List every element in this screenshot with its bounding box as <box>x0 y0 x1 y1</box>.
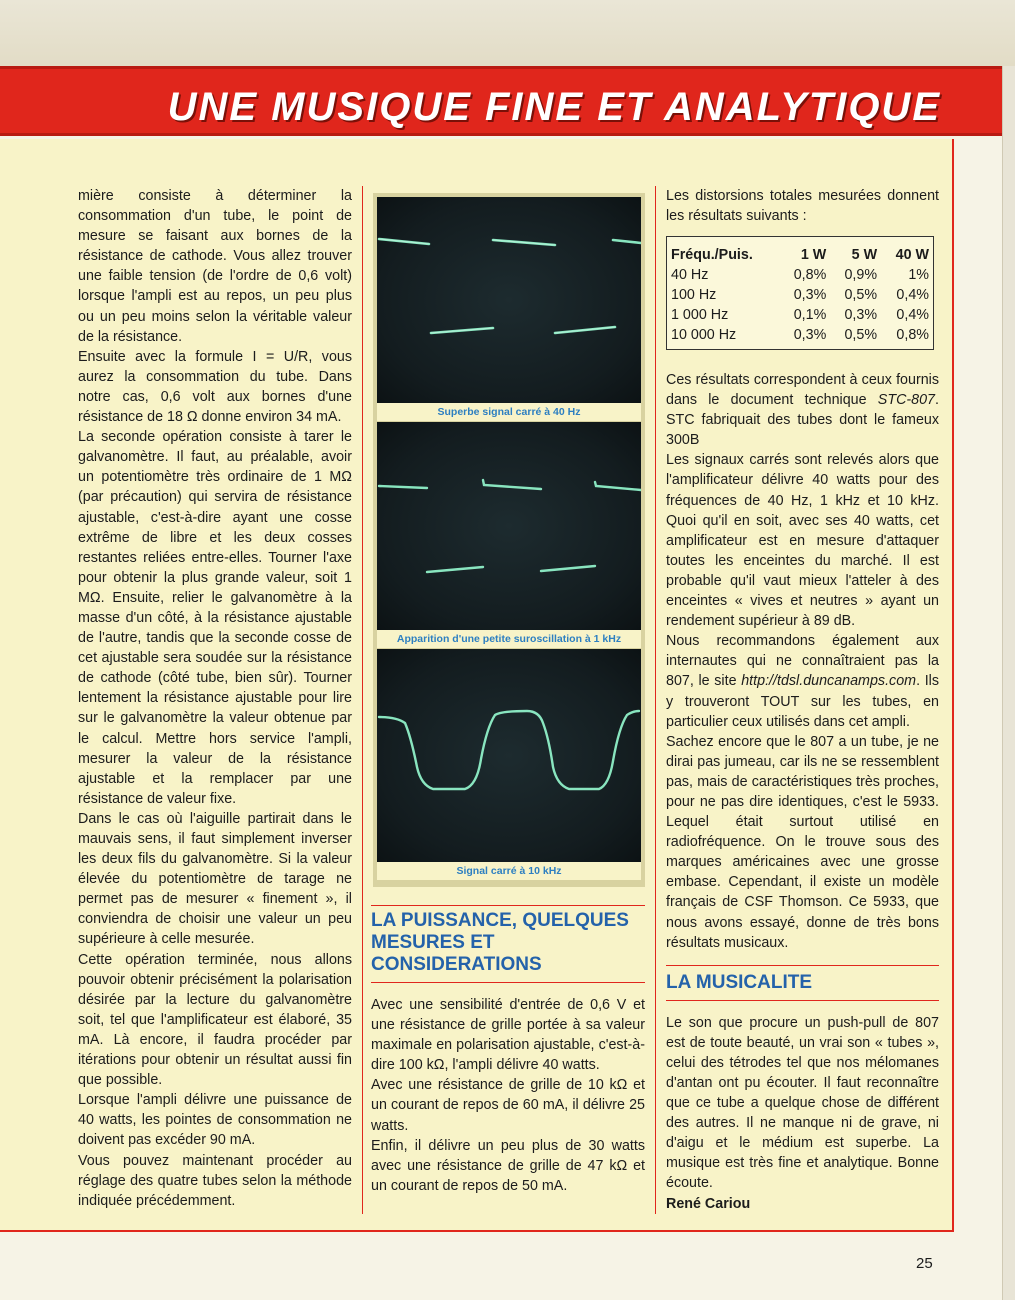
paragraph: Sachez encore que le 807 a un tube, je ne dirai pas jumeau, car ils ne se ressemblent pas, mais de caractéristiques très proches, pour ne pas dire identiques, c'est le 5933. Lequel était surtout utilisé en radiofréquence. On le trouve sous des marques américaines avec une grosse embase. Cependant, il existe un modèle français de CSF Thomson. Ce 5933, que nous avons essayé, donne de très bons résultats musicaux. <box>666 733 939 951</box>
section-rule <box>666 1000 939 1001</box>
distortion-table <box>666 236 934 350</box>
paragraph <box>666 370 939 450</box>
text-run: Ces résultats correspondent à ceux fournis dans le document technique <box>666 372 939 409</box>
paragraph: Avec une sensibilité d'entrée de 0,6 V et une résistance de grille portée à sa valeur maximale en polarisation ajustable, c'est-à-dire 100 kΩ, l'ampli délivre 40 watts. <box>371 997 645 1074</box>
oscilloscope-photo-40hz <box>377 197 641 403</box>
table-cell: 0,4% <box>896 307 929 323</box>
figure-caption: Apparition d'une petite suroscillation à 1 kHz <box>377 630 641 648</box>
table-cell: 0,5% <box>844 327 878 343</box>
page-edge <box>1002 66 1015 1300</box>
paragraph: mière consiste à déterminer la consommation d'un tube, le point de mesure se faisant aux bornes de la résistance de cathode. Vous allez trouver une faible tension (de l'ordre de 0,6 volt) lorsque l'ampli est au repos, un peu plus ou un peu moins selon la véritable valeur de la résistance. <box>78 188 352 345</box>
table-cell: 0,3% <box>793 327 827 343</box>
table-cell: 0,5% <box>844 287 878 303</box>
table-header: 1 W <box>800 247 827 263</box>
table-row <box>667 265 934 285</box>
column-1 <box>78 186 352 1211</box>
section-heading-musicalite: LA MUSICALITE <box>666 971 813 993</box>
text-run: . STC fabriquait des tubes dont le fameux 300B <box>666 392 939 449</box>
table-cell: 10 000 Hz <box>671 327 737 343</box>
text-run: Nous recommandons également aux internautes qui ne connaîtraient pas la 807, le site <box>666 633 939 690</box>
table-row <box>667 325 934 350</box>
column-divider <box>655 186 656 1214</box>
figure-caption: Superbe signal carré à 40 Hz <box>377 403 641 421</box>
paragraph: Dans le cas où l'aiguille partirait dans le mauvais sens, il faut simplement inverser les deux fils du galvanomètre. Si la valeur élevée du potentiomètre de tarage ne permet pas de mesurer « finement », il conviendra de choisir une valeur un peu supérieure à celle mesurée. <box>78 810 352 948</box>
table-cell: 0,8% <box>793 267 827 283</box>
title-banner <box>0 66 1015 136</box>
paragraph: Les signaux carrés sont relevés alors que l'amplificateur délivre 40 watts pour des fréquences de 40 Hz, 1 kHz et 10 kHz. Quoi qu'il en soit, avec ses 40 watts, cet amplificateur est en mesure d'attaquer toutes les enceintes du marché. Il est probable qu'il vaut mieux l'atteler à des enceintes « vives et neutres » ayant un rendement supérieur à 89 dB. <box>666 452 939 630</box>
table-cell: 40 Hz <box>671 267 709 283</box>
paragraph: Cette opération terminée, nous allons pouvoir obtenir précisément la polarisation désirée par la lecture du galvanomètre soit, tel que l'amplificateur est élaboré, 35 mA. Là encore, il faudra procéder par itérations pour obtenir un résultat aussi fin que possible. <box>78 951 352 1089</box>
oscilloscope-photo-1khz <box>377 422 641 630</box>
section-rule <box>371 982 645 983</box>
table-header-row <box>667 237 934 266</box>
author-signature: René Cariou <box>666 1195 751 1212</box>
website-link[interactable]: http://tdsl.duncanamps.com <box>741 673 917 690</box>
section-rule <box>371 905 645 906</box>
paragraph: Les distorsions totales mesurées donnent les résultats suivants : <box>666 188 939 225</box>
paragraph: Vous pouvez maintenant procéder au réglage des quatre tubes selon la méthode indiquée précédemment. <box>78 1152 352 1209</box>
table-cell: 100 Hz <box>671 287 717 303</box>
table-row <box>667 305 934 325</box>
page-number: 25 <box>916 1255 933 1272</box>
paragraph: Avec une résistance de grille de 10 kΩ et un courant de repos de 60 mA, il délivre 25 watts. <box>371 1077 645 1134</box>
table-cell: 1 000 Hz <box>671 307 729 323</box>
page-title: UNE MUSIQUE FINE ET ANALYTIQUE <box>167 85 941 129</box>
top-strip <box>0 0 1015 66</box>
paragraph: Lorsque l'ampli délivre une puissance de 40 watts, les pointes de consommation ne doivent pas excéder 90 mA. <box>78 1092 352 1149</box>
table-cell: 0,3% <box>844 307 878 323</box>
paragraph: Enfin, il délivre un peu plus de 30 watts avec une résistance de grille de 47 kΩ et un courant de repos de 50 mA. <box>371 1137 645 1194</box>
table-cell: 0,3% <box>793 287 827 303</box>
table-cell: 0,4% <box>896 287 929 303</box>
oscilloscope-photo-10khz <box>377 649 641 862</box>
table-row <box>667 285 934 305</box>
column-3-body <box>666 370 939 1214</box>
column-3 <box>666 186 939 226</box>
table-cell: 0,1% <box>793 307 827 323</box>
paragraph: Ensuite avec la formule I = U/R, vous aurez la consommation du tube. Dans notre cas, 0,6 volt aux bornes d'une résistance de 18 Ω donne environ 34 mA. <box>78 348 352 426</box>
table-cell: 1% <box>908 267 929 283</box>
table-header: 5 W <box>851 247 878 263</box>
paragraph: Le son que procure un push-pull de 807 est de toute beauté, un vrai son « tubes », celui des tétrodes tel que nos mélomanes d'antan ont pu écouter. Il faut reconnaître que ce tube a quelque chose de différent des autres. Il ne manque ni de grave, ni d'aigu et le médium est superbe. La musique est très fine et analytique. Bonne écoute. <box>666 1014 939 1192</box>
figure-caption: Signal carré à 10 kHz <box>377 862 641 880</box>
document-reference: STC-807 <box>877 392 936 409</box>
column-divider <box>362 186 363 1214</box>
table-header: 40 W <box>895 247 929 263</box>
table-cell: 0,9% <box>844 267 878 283</box>
oscilloscope-figures <box>373 193 645 887</box>
section-rule <box>666 965 939 966</box>
text-run: . Ils y trouveront TOUT sur les tubes, en particulier ceux utilisés dans cet ampli. <box>666 673 939 730</box>
column-2 <box>371 905 645 1196</box>
table-cell: 0,8% <box>896 327 929 343</box>
paragraph <box>666 631 939 731</box>
paragraph: La seconde opération consiste à tarer le galvanomètre. Il faut, au préalable, avoir un potentiomètre très ordinaire de 1 MΩ (par précaution) qui servira de résistance ajustable, c'est-à-dire ayant une cosse extrême de libre et les deux cosses restantes reliées entre-elles. Tourner l'axe pour obtenir la plus grande valeur, soit 1 MΩ. Ensuite, relier le galvanomètre à la masse d'un côté, à la résistance ajustable de l'autre, tandis que la seconde cosse de cet ajustable sera soudée sur la résistance de cathode (côté tube, bien sûr). Tourner lentement la résistance ajustable pour lire sur le galvanomètre la valeur obtenue par le calcul. Mettre hors service l'ampli, mesurer la valeur de la résistance ajustable et la remplacer par une résistance de valeur fixe. <box>78 429 352 807</box>
section-heading-puissance: LA PUISSANCE, QUELQUES MESURES ET CONSIDERATIONS <box>371 910 629 975</box>
table-header: Fréqu./Puis. <box>671 247 753 263</box>
